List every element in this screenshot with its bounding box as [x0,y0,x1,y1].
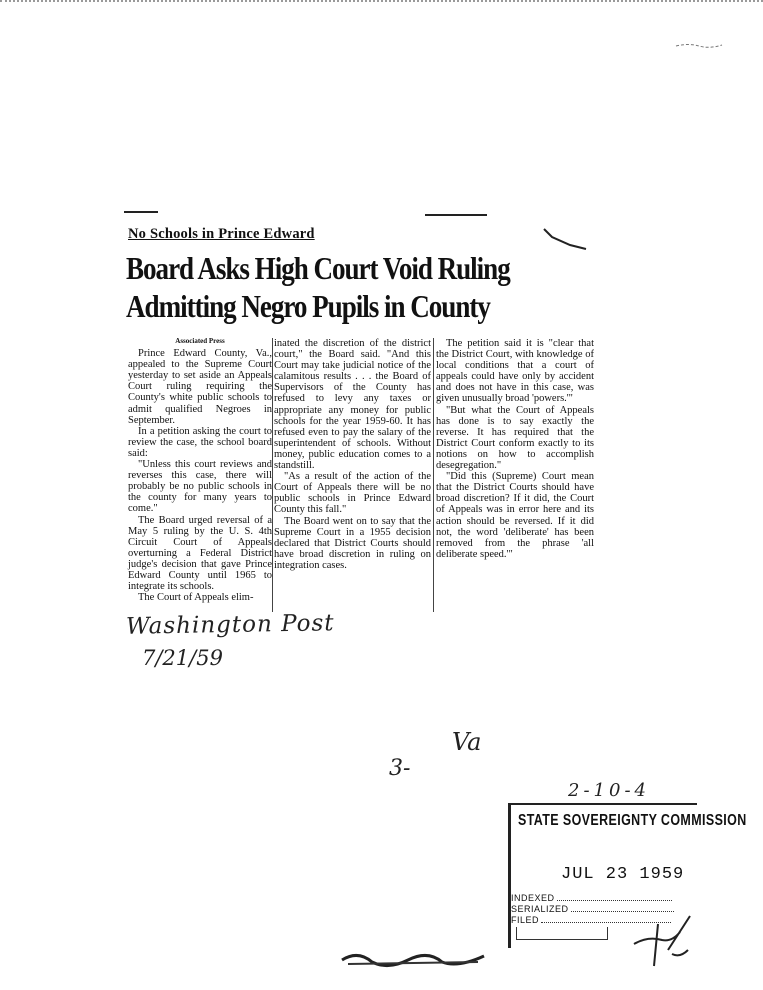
handwritten-signature [628,910,694,970]
column-divider-2 [433,338,434,612]
stamp-field-filed: FILED [511,915,671,925]
stamp-box [516,927,608,940]
headline-line-2: Admitting Negro Pupils in County [126,289,490,324]
handwritten-file-number: 3- [389,756,411,781]
stamp-title: STATE SOVEREIGNTY COMMISSION [518,812,747,829]
article-kicker: No Schools in Prince Edward [128,226,315,242]
paragraph: Prince Edward County, Va., appealed to the Supreme Court yesterday to set aside an Appeals Court ruling requiring the County's white public schools to admit qualified Negroes in September. [128,348,272,426]
paragraph: inated the discretion of the district court," the Board said. "And this Court may take judicial notice of the calamitous results . . . the Board of Supervisors of the County has refused to levy any taxes or appropriate any money for public schools for the year 1959-60. It has refused even to pay the salary of the superintendent of schools. Without money, public education comes to a standstill. [274,338,431,472]
article-column-2 [274,338,431,571]
paragraph: In a petition asking the court to review the case, the school board said: [128,425,272,459]
dotted-line [557,900,672,901]
paragraph: "Did this (Supreme) Court mean that the District Courts should have broad discretion? If it did, the Court of Appeals was in error here and its action should be reversed. If it did not, the word 'deliberate' has been removed from the phrase 'all deliberate speed.'" [436,471,594,560]
article-column-3 [436,338,594,560]
paragraph: The petition said it is "clear that the District Court, with knowledge of local conditions that a court of appeals could have only by accident and does not have in this case, was given unusually broad 'powers.'" [436,338,594,405]
corner-scribble [674,42,724,48]
handwritten-date: 7/21/59 [142,646,223,670]
article-column-1 [128,336,272,603]
bottom-scrawl [338,944,488,970]
paragraph: "Unless this court reviews and reverses this case, there will probably be no public schools in the county for many years to come." [128,459,272,515]
paragraph: "As a result of the action of the Court of Appeals there will be no public schools in Prince Edward County this fall." [274,471,431,516]
byline: Associated Press [175,337,225,345]
paragraph: "But what the Court of Appeals has done is to say exactly the reverse. It has required that the District Court conform exactly to its notions on how to accomplish desegregation." [436,404,594,472]
stamp-field-serialized: SERIALIZED [511,904,674,914]
top-rule-right [425,214,487,216]
handwritten-file-suffix: Va [452,728,482,756]
headline-line-1: Board Asks High Court Void Ruling [126,251,510,286]
page-top-dotted-edge [0,0,763,6]
paragraph: The Board urged reversal of a May 5 ruling by the U. S. 4th Circuit Court of Appeals overturning a Federal District judge's decision that gave Prince Edward County until 1965 to integrate its schools. [128,514,272,593]
pen-mark [540,225,590,251]
paragraph: The Board went on to say that the Supreme Court in a 1955 decision declared that District Courts should have broad discretion in ruling on integration cases. [274,515,431,571]
handwritten-top-number: 2-10-4 [568,780,650,801]
stamp-date: JUL 23 1959 [561,865,685,884]
handwritten-source: Washington Post [125,610,335,640]
paragraph: The Court of Appeals elim- [138,592,254,604]
top-rule-left [124,211,158,213]
stamp-field-indexed: INDEXED [511,893,672,903]
column-divider-1 [272,338,273,612]
